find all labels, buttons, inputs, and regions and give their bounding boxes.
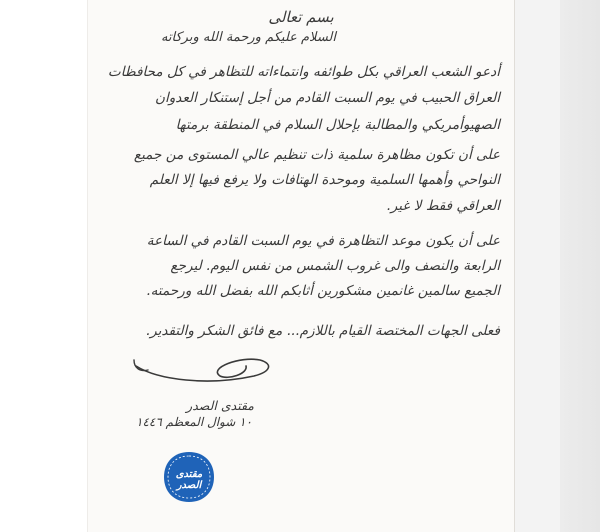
- letter-line: على أن تكون مظاهرة سلمية ذات تنظيم عالي المستوى من جميع: [133, 147, 500, 163]
- letter-line: على أن يكون موعد التظاهرة في يوم السبت القادم في الساعة: [146, 233, 500, 249]
- letter-sheet: [88, 0, 514, 532]
- signature-name: مقتدى الصدر: [186, 398, 254, 413]
- right-margin: [513, 0, 600, 532]
- letter-line: الصهيوأمريكي والمطالبة بإحلال السلام في المنطقة برمتها: [175, 117, 500, 133]
- signature-scribble: [128, 352, 278, 392]
- signature-date: ١٠ شوال المعظم ١٤٤٦: [136, 415, 252, 429]
- seal-text: مقتدى الصدر: [175, 469, 203, 491]
- right-margin-shade: [560, 0, 600, 532]
- letter-line: فعلى الجهات المختصة القيام باللازم... مع فائق الشكر والتقدير.: [145, 323, 500, 339]
- letter-line: الرابعة والنصف والى غروب الشمس من نفس اليوم. ليرجع: [170, 258, 500, 274]
- letter-line: النواحي وأهمها السلمية وموحدة الهتافات ولا يرفع فيها إلا العلم: [149, 172, 500, 188]
- letter-line: العراقي فقط لا غير.: [386, 198, 500, 214]
- left-margin: [0, 0, 88, 532]
- letter-line: الجميع سالمين غانمين مشكورين أثابكم الله بفضل الله ورحمته.: [146, 283, 500, 299]
- letter-greeting: السلام عليكم ورحمة الله وبركاته: [160, 30, 336, 45]
- letter-line: العراق الحبيب في يوم السبت القادم من أجل إستنكار العدوان: [154, 90, 500, 106]
- letter-line: أدعو الشعب العراقي بكل طوائفه وانتماءاته للتظاهر في كل محافظات: [107, 64, 500, 80]
- letter-heading: بسم تعالى: [268, 8, 334, 26]
